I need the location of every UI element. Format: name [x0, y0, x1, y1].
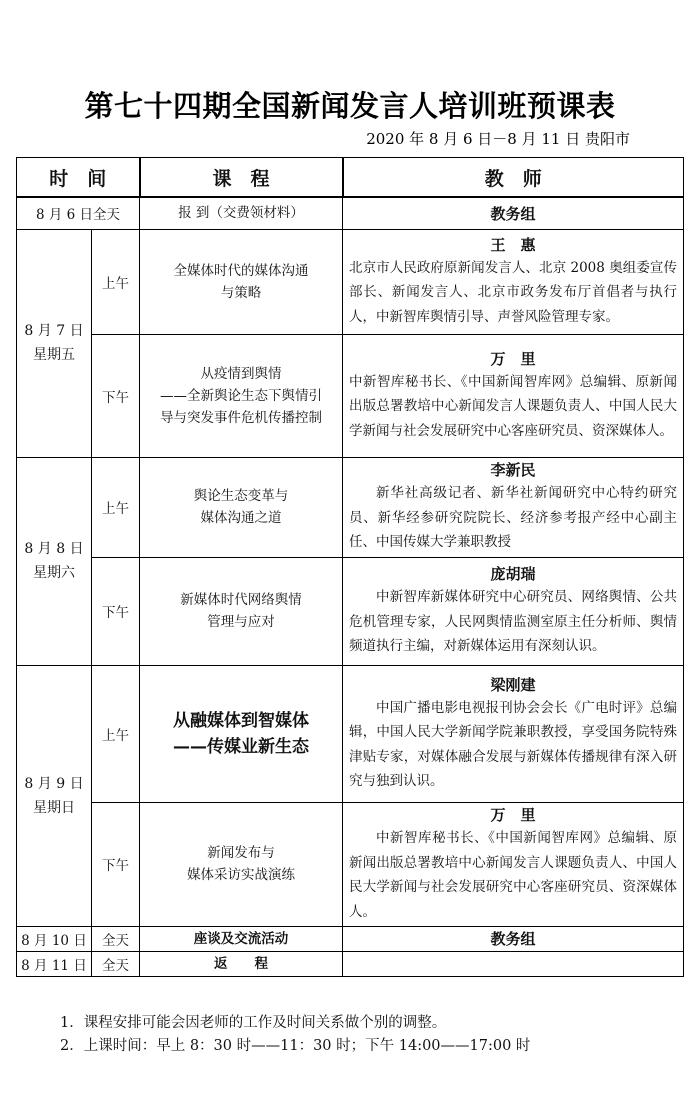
footnote: 1．课程安排可能会因老师的工作及时间关系做个别的调整。 [60, 1015, 447, 1031]
weekday-label: 星期日 [33, 799, 75, 816]
column-header-teacher: 教 师 [343, 158, 684, 198]
column-header-time: 时 间 [17, 158, 140, 198]
date-cell: 8 月 11 日 [17, 951, 92, 976]
course-cell [140, 665, 343, 802]
day-label: 8 月 8 日 [24, 541, 84, 557]
teacher-cell [343, 557, 684, 665]
period-cell: 全天 [92, 951, 140, 976]
table-row [17, 334, 684, 457]
course-title-line: 新媒体时代网络舆情 [180, 592, 302, 608]
table-row [17, 926, 684, 951]
teacher-cell [343, 457, 684, 557]
period-cell: 上午 [92, 665, 140, 802]
course-title-line: 与策略 [220, 284, 262, 301]
table-row [17, 229, 684, 334]
table-row [17, 457, 684, 557]
page-title: 第七十四期全国新闻发言人培训班预课表 [84, 89, 616, 123]
date-cell [17, 229, 92, 457]
schedule-table [16, 157, 684, 977]
day-label: 8 月 7 日 [24, 323, 84, 339]
date-cell [17, 457, 92, 665]
teacher-bio: 新华社高级记者、新华社新闻研究中心特约研究员、新华经参研究院院长、经济参考报产经中心副主任、中国传媒大学兼职教授 [349, 485, 678, 551]
course-cell [140, 229, 343, 334]
teacher-name: 万 里 [490, 349, 536, 368]
course-title-line: 从疫情到舆情 [200, 365, 282, 382]
teacher-name: 庞胡瑞 [490, 565, 536, 584]
teacher-cell [343, 334, 684, 457]
column-header-course: 课 程 [140, 158, 343, 198]
teacher-bio: 中新智库秘书长、《中国新闻智库网》总编辑、原新闻出版总署教培中心新闻发言人课题负责人、中国人民大学新闻与社会发展研究中心客座研究员、资深媒体人。 [349, 830, 678, 920]
period-cell: 上午 [92, 457, 140, 557]
teacher-name: 教务组 [343, 197, 684, 229]
date-cell: 8 月 10 日 [17, 926, 92, 951]
course-cell [140, 802, 343, 926]
teacher-bio: 北京市人民政府原新闻发言人、北京 2008 奥组委宣传部长、新闻发言人、北京市政务发布厅首倡者与执行人，中新智库舆情引导、声誉风险管理专家。 [349, 259, 678, 325]
period-cell: 全天 [92, 926, 140, 951]
table-row [17, 557, 684, 665]
teacher-cell [343, 665, 684, 802]
course-cell: 座谈及交流活动 [140, 926, 343, 951]
date-cell: 8 月 6 日全天 [17, 197, 140, 229]
course-title-line: 从融媒体到智媒体 [173, 710, 310, 731]
course-title-line: 新闻发布与 [207, 845, 275, 861]
footnotes [60, 1012, 530, 1058]
course-title-line: 舆论生态变革与 [193, 488, 289, 504]
course-title-line: 媒体沟通之道 [200, 510, 282, 526]
period-cell: 下午 [92, 802, 140, 926]
table-row [17, 197, 684, 229]
teacher-bio: 中新智库新媒体研究中心研究员、网络舆情、公共危机管理专家，人民网舆情监测室原主任分析师、舆情频道执行主编，对新媒体运用有深刻认识。 [349, 589, 678, 655]
course-cell [140, 557, 343, 665]
course-title-line: 媒体采访实战演练 [187, 867, 296, 883]
footnote: 2．上课时间：早上 8：30 时——11：30 时；下午 14:00——17:00 时 [60, 1038, 531, 1054]
teacher-name: 李新民 [490, 461, 536, 480]
course-title-line: ——传媒业新生态 [173, 736, 310, 757]
period-cell: 下午 [92, 334, 140, 457]
weekday-label: 星期六 [33, 565, 75, 581]
table-row [17, 665, 684, 802]
date-cell [17, 665, 92, 926]
period-cell: 上午 [92, 229, 140, 334]
course-title-line: ——全新舆论生态下舆情引 [160, 387, 323, 404]
day-label: 8 月 9 日 [24, 775, 84, 792]
table-row [17, 951, 684, 976]
teacher-name [343, 951, 684, 976]
course-cell [140, 457, 343, 557]
course-title-line: 导与突发事件危机传播控制 [160, 409, 323, 426]
course-title-line: 全媒体时代的媒体沟通 [173, 262, 309, 279]
period-cell: 下午 [92, 557, 140, 665]
teacher-cell [343, 229, 684, 334]
course-cell [140, 334, 343, 457]
course-cell: 返 程 [140, 951, 343, 976]
course-title-line: 管理与应对 [207, 614, 275, 630]
teacher-name: 万 里 [490, 806, 536, 824]
table-header-row [17, 158, 684, 198]
teacher-bio: 中新智库秘书长、《中国新闻智库网》总编辑、原新闻出版总署教培中心新闻发言人课题负责人、中国人民大学新闻与社会发展研究中心客座研究员、资深媒体人。 [349, 373, 678, 439]
date-location: 2020 年 8 月 6 日－8 月 11 日 贵阳市 [366, 130, 630, 148]
teacher-bio: 中国广播电影电视报刊协会会长《广电时评》总编辑，中国人民大学新闻学院兼职教授，享受国务院特殊津贴专家，对媒体融合发展与新媒体传播规律有深入研究与独到认识。 [349, 699, 678, 789]
teacher-name: 教务组 [343, 926, 684, 951]
course-cell: 报 到（交费领材料） [140, 197, 343, 229]
weekday-label: 星期五 [33, 347, 75, 363]
teacher-name: 梁刚建 [490, 675, 536, 694]
table-row [17, 802, 684, 926]
teacher-name: 王 惠 [490, 235, 536, 254]
teacher-cell [343, 802, 684, 926]
